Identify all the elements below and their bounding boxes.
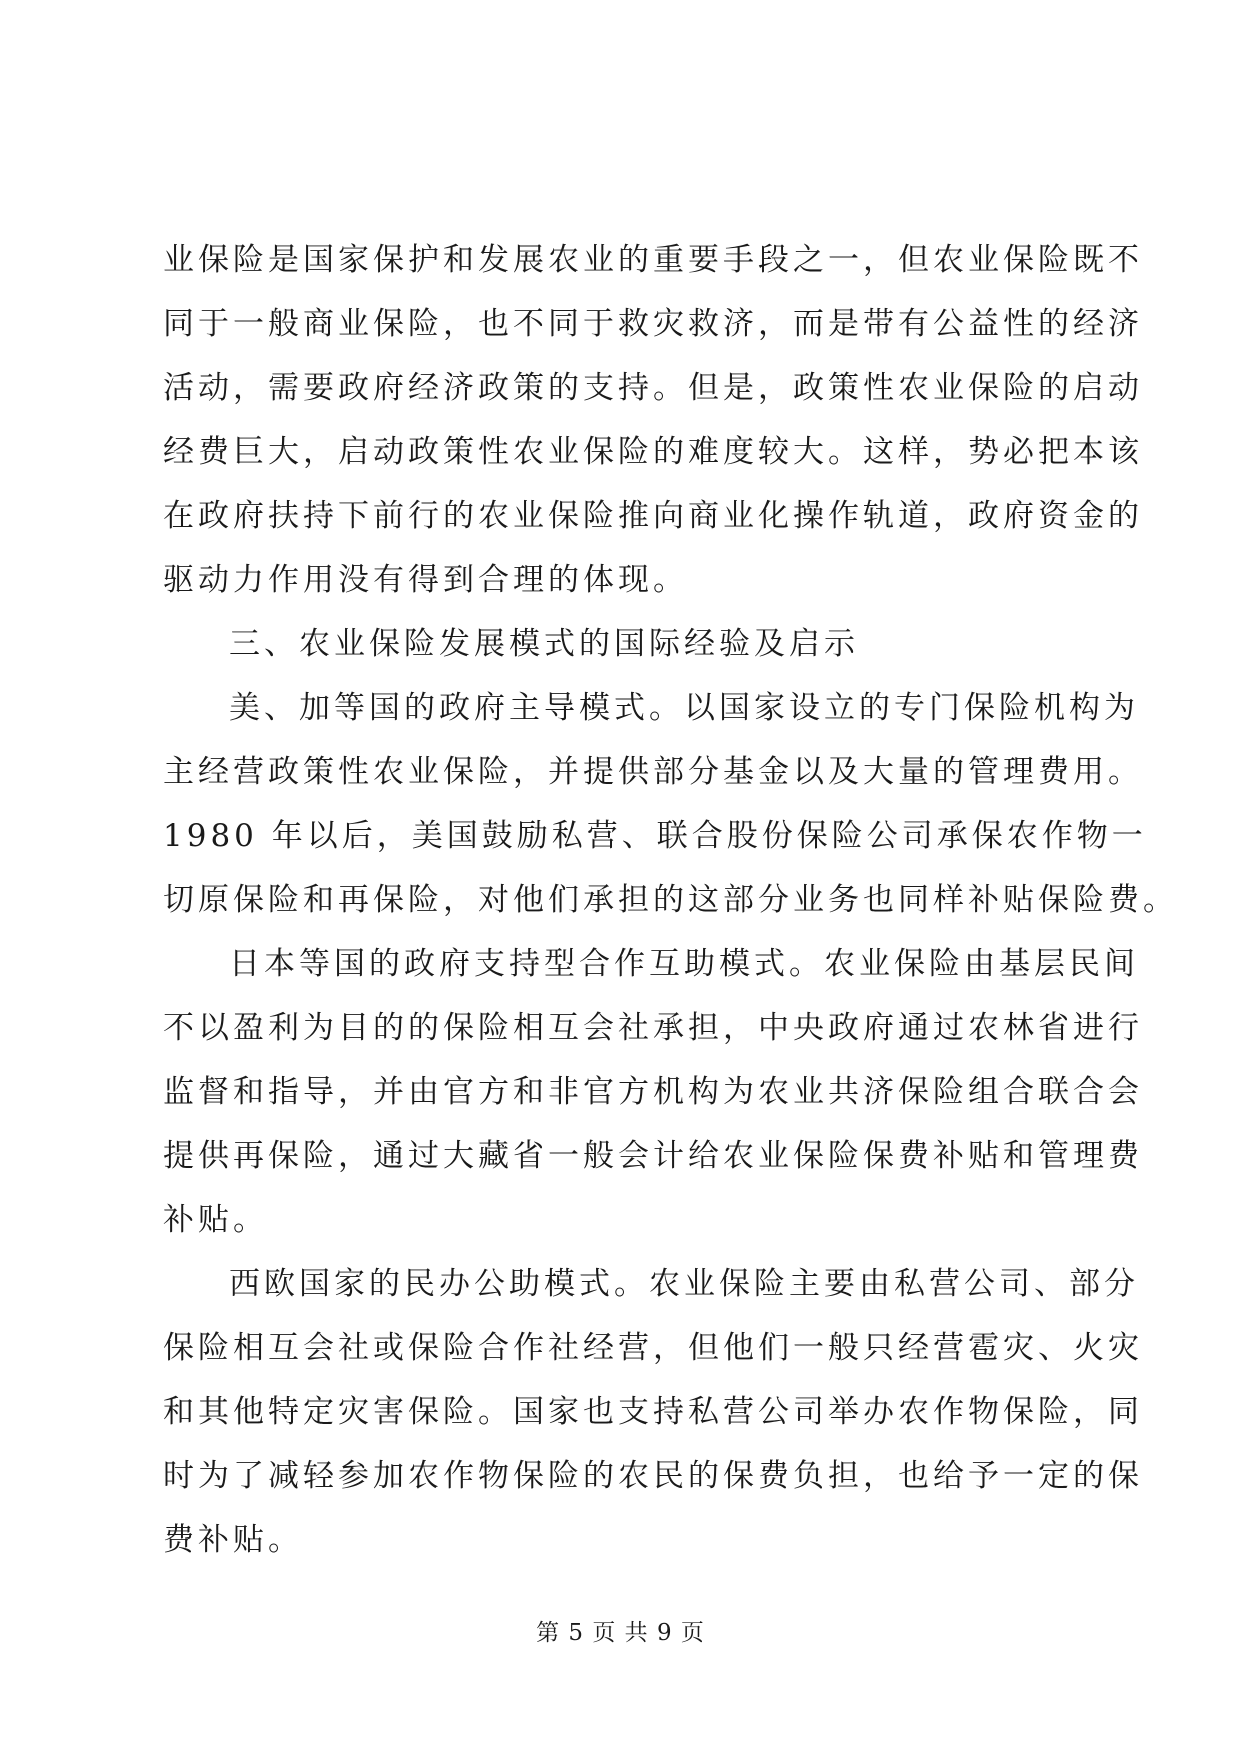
text-line: 1980 年以后，美国鼓励私营、联合股份保险公司承保农作物一 [163, 818, 1147, 854]
text-line: 驱动力作用没有得到合理的体现。 [163, 562, 688, 598]
text-line: 不以盈利为目的的保险相互会社承担，中央政府通过农林省进行 [163, 1010, 1143, 1046]
text-line: 保险相互会社或保险合作社经营，但他们一般只经营雹灾、火灾 [163, 1330, 1143, 1366]
text-line: 主经营政策性农业保险，并提供部分基金以及大量的管理费用。 [163, 754, 1143, 790]
text-line: 业保险是国家保护和发展农业的重要手段之一，但农业保险既不 [163, 242, 1143, 278]
page-number-footer: 第 5 页 共 9 页 [536, 1620, 705, 1646]
text-line: 美、加等国的政府主导模式。以国家设立的专门保险机构为 [229, 690, 1139, 726]
text-line: 监督和指导，并由官方和非官方机构为农业共济保险组合联合会 [163, 1074, 1143, 1110]
text-line: 同于一般商业保险，也不同于救灾救济，而是带有公益性的经济 [163, 306, 1143, 342]
text-line: 提供再保险，通过大藏省一般会计给农业保险保费补贴和管理费 [163, 1138, 1143, 1174]
section-heading: 三、农业保险发展模式的国际经验及启示 [229, 626, 859, 662]
text-line: 西欧国家的民办公助模式。农业保险主要由私营公司、部分 [229, 1266, 1139, 1302]
text-line: 日本等国的政府支持型合作互助模式。农业保险由基层民间 [229, 946, 1139, 982]
text-line: 经费巨大，启动政策性农业保险的难度较大。这样，势必把本该 [163, 434, 1143, 470]
body-text [163, 228, 1178, 1572]
text-line: 补贴。 [163, 1202, 268, 1238]
text-line: 和其他特定灾害保险。国家也支持私营公司举办农作物保险，同 [163, 1394, 1143, 1430]
text-line: 活动，需要政府经济政策的支持。但是，政策性农业保险的启动 [163, 370, 1143, 406]
text-line: 费补贴。 [163, 1522, 303, 1558]
text-line: 在政府扶持下前行的农业保险推向商业化操作轨道，政府资金的 [163, 498, 1143, 534]
text-line: 切原保险和再保险，对他们承担的这部分业务也同样补贴保险费。 [163, 882, 1178, 918]
text-line: 时为了减轻参加农作物保险的农民的保费负担，也给予一定的保 [163, 1458, 1143, 1494]
